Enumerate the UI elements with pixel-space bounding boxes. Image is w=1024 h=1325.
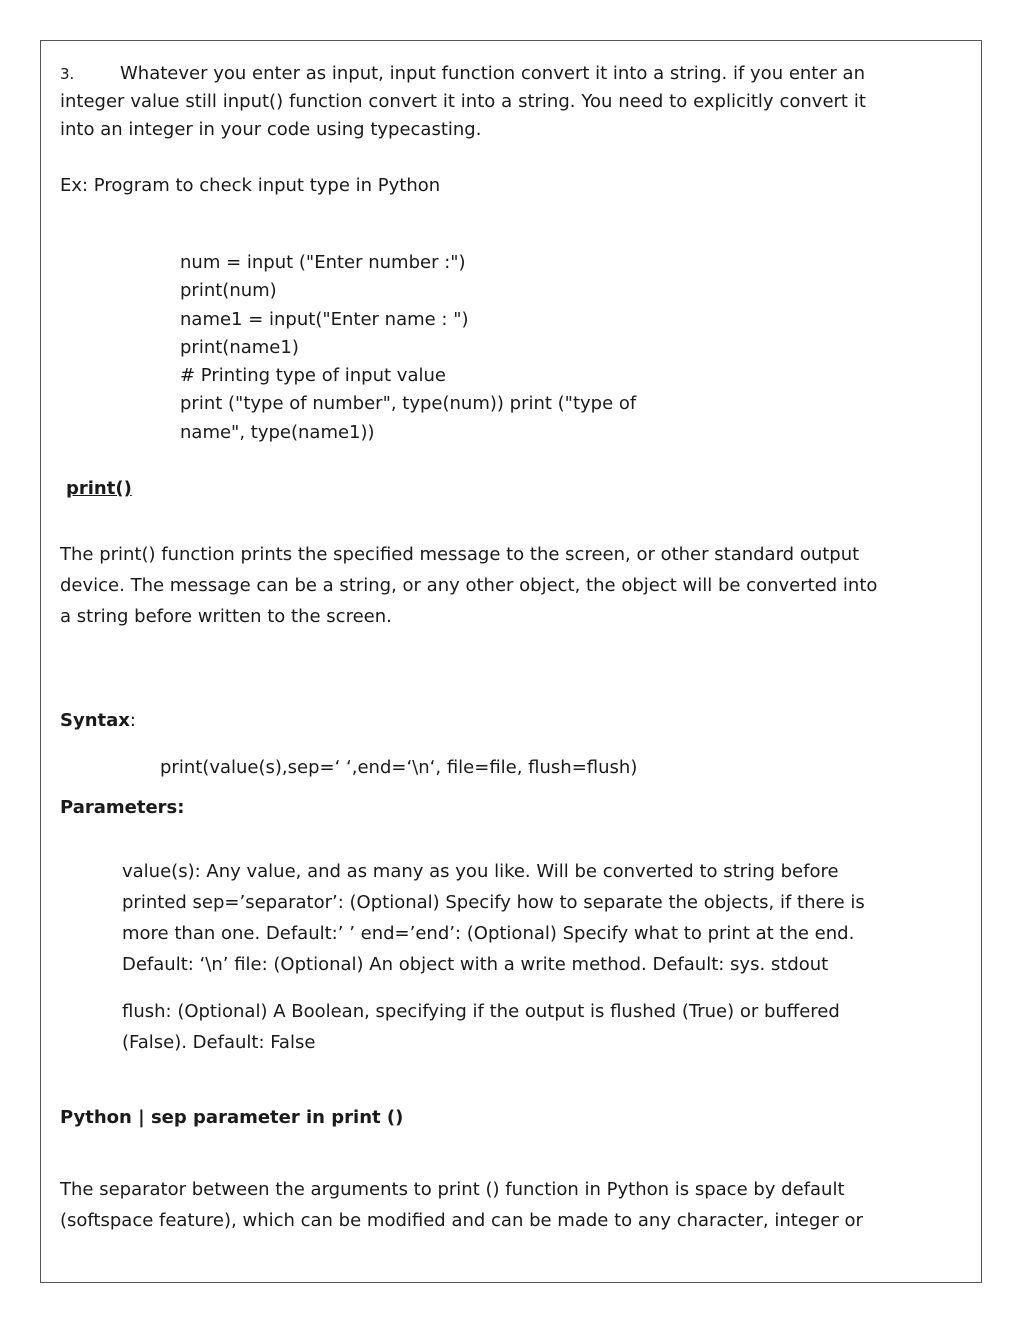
- syntax-colon: :: [129, 710, 136, 731]
- description-line: The print() function prints the specified message to the screen, or other standard output: [60, 544, 860, 565]
- parameters-block-2: [122, 996, 840, 1058]
- description-line: The separator between the arguments to print () function in Python is space by default: [60, 1179, 845, 1200]
- intro-word: convert: [368, 91, 437, 112]
- page-border: [40, 40, 982, 1283]
- parameter-line: flush: (Optional) A Boolean, specifying if the output is flushed (True) or buffered: [122, 1001, 840, 1022]
- code-line: print(name1): [180, 336, 299, 358]
- intro-word: need: [618, 91, 664, 112]
- code-line: name1 = input("Enter name : "): [180, 308, 469, 330]
- description-line: (softspace feature), which can be modified and can be made to any character, integer or: [60, 1210, 863, 1231]
- intro-word: function: [289, 91, 363, 112]
- code-line: num = input ("Enter number :"): [180, 252, 466, 273]
- parameters-label: Parameters:: [60, 797, 185, 818]
- intro-line-3: into an integer in your code using typecasting.: [60, 119, 482, 140]
- intro-word: explicitly: [693, 91, 774, 112]
- code-line: # Printing type of input value: [180, 365, 446, 387]
- intro-paragraph: [60, 60, 866, 144]
- intro-word: to: [669, 91, 688, 112]
- print-description: [60, 539, 877, 632]
- intro-word: You: [581, 91, 613, 112]
- intro-word: input(): [222, 91, 284, 112]
- intro-word: convert: [779, 91, 848, 112]
- code-block: [180, 249, 636, 447]
- code-line: print(num): [180, 280, 277, 302]
- parameter-line: printed sep=’separator’: (Optional) Specify how to separate the objects, if there is: [122, 892, 865, 913]
- code-line: print ("type of number", type(num)) print ("type of: [180, 393, 637, 415]
- intro-word: a: [501, 91, 513, 112]
- intro-word: value: [130, 91, 180, 112]
- syntax-signature: print(value(s),sep=‘ ‘,end=‘\n‘, file=file, flush=flush): [160, 757, 638, 778]
- print-heading: print(): [66, 478, 132, 499]
- intro-line-1: [60, 60, 866, 88]
- parameter-line: Default: ‘\n’ file: (Optional) An object with a write method. Default: sys. stdout: [122, 954, 829, 975]
- intro-word: it: [442, 91, 455, 112]
- intro-word: into: [460, 91, 496, 112]
- sep-description: [60, 1174, 863, 1236]
- parameter-line: value(s): Any value, and as many as you like. Will be converted to string before: [122, 861, 839, 882]
- code-line: name", type(name1)): [180, 421, 375, 443]
- parameter-line: (False). Default: False: [122, 1032, 316, 1053]
- parameters-block-1: [122, 856, 865, 980]
- intro-word: integer: [60, 91, 125, 112]
- syntax-label-row: [60, 707, 136, 735]
- intro-line-1-text: Whatever you enter as input, input function convert it into a string. if you enter an: [120, 63, 865, 84]
- example-caption: Ex: Program to check input type in Python: [60, 175, 441, 196]
- intro-word: it: [853, 91, 866, 112]
- intro-word: string.: [518, 91, 576, 112]
- description-line: a string before written to the screen.: [60, 606, 392, 627]
- intro-word: still: [185, 91, 217, 112]
- parameter-line: more than one. Default:’ ’ end=’end’: (Optional) Specify what to print at the end.: [122, 923, 855, 944]
- item-number: 3.: [60, 65, 75, 83]
- description-line: device. The message can be a string, or any other object, the object will be converted into: [60, 575, 878, 596]
- intro-line-2: [60, 88, 866, 116]
- sep-heading: Python | sep parameter in print (): [60, 1107, 404, 1128]
- syntax-label: Syntax: [60, 710, 130, 731]
